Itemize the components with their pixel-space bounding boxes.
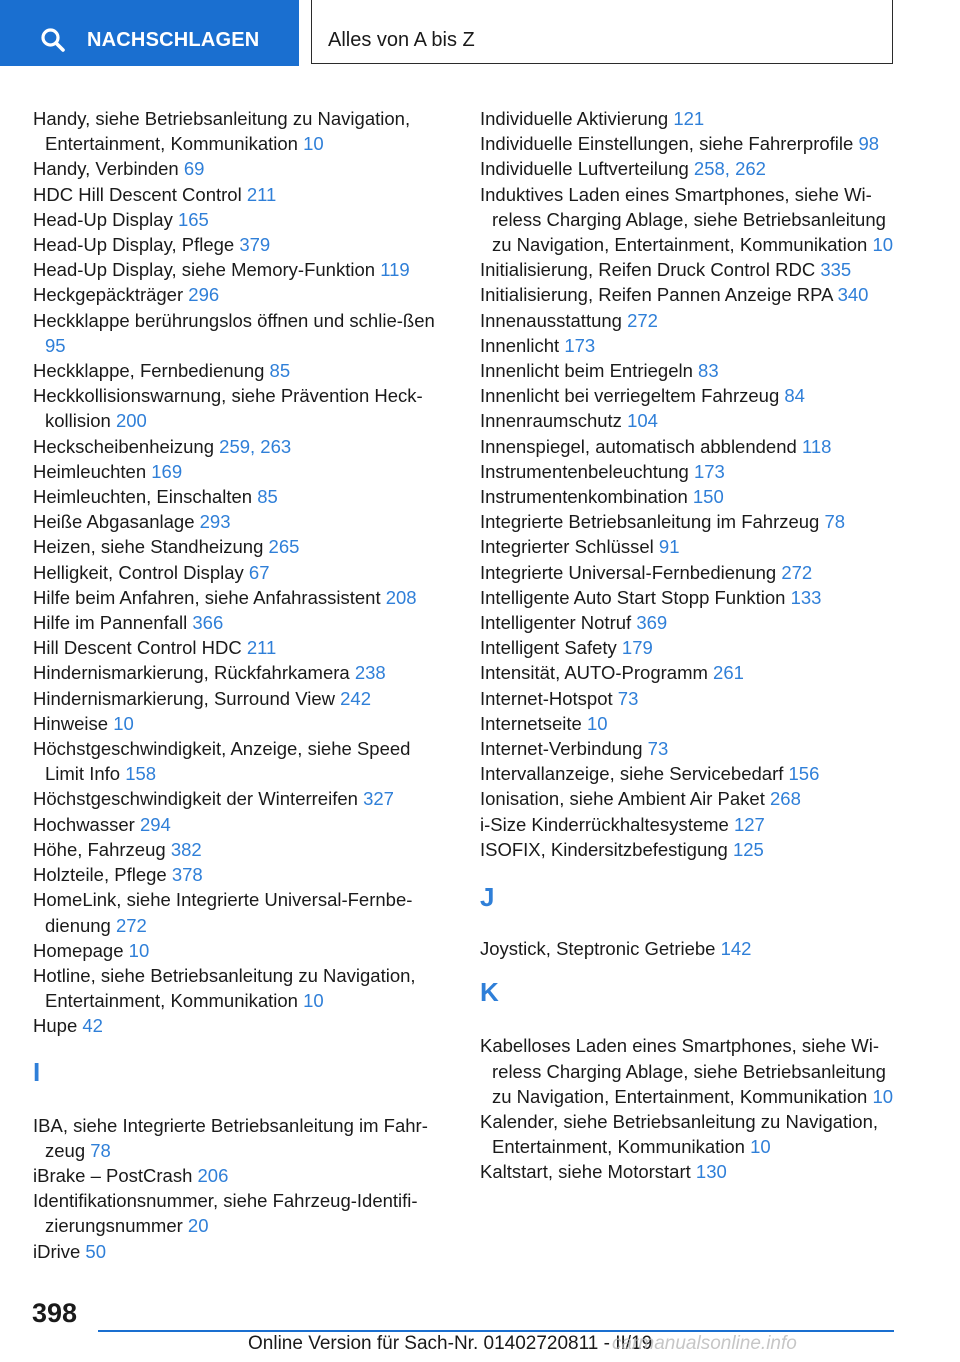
index-entry: [33, 963, 448, 1013]
index-entry-term: Intelligenter Notruf: [480, 612, 637, 634]
index-entry-term: Heckgepäckträger: [33, 284, 189, 306]
index-entry: [480, 837, 900, 862]
index-entry: [480, 686, 900, 711]
page-reference-link[interactable]: 379: [239, 234, 271, 256]
index-entry-term: HomeLink, siehe Integrierte Universal-Fernbe-dienung: [33, 889, 413, 936]
index-entry: [33, 358, 448, 383]
page-reference-link[interactable]: 265: [268, 536, 300, 558]
page-reference-link[interactable]: 268: [770, 788, 801, 810]
page-reference-link[interactable]: 294: [139, 813, 171, 835]
index-entry-term: Initialisierung, Reifen Druck Control RDC: [480, 259, 821, 281]
index-entry: [480, 484, 900, 509]
index-entry-term: i-Size Kinderrückhaltesysteme: [480, 813, 734, 835]
page-reference-link[interactable]: 242: [340, 687, 371, 709]
index-entry: [480, 333, 900, 358]
index-entry-term: Kaltstart, siehe Motorstart: [480, 1161, 696, 1183]
page-reference-link[interactable]: 165: [177, 208, 209, 230]
index-entry: [480, 635, 900, 660]
index-entry-term: Intelligente Auto Start Stopp Funktion: [480, 586, 791, 608]
page-reference-link[interactable]: 85: [257, 486, 278, 508]
index-entry-term: Kalender, siehe Betriebsanleitung zu Navigation, Entertainment, Kommunikation: [480, 1110, 879, 1158]
index-entry-term: Heckklappe berührungslos öffnen und schlie-ßen: [33, 309, 435, 331]
index-entry: [33, 938, 448, 963]
index-column-right: [480, 106, 900, 1185]
page-reference-link[interactable]: 382: [170, 838, 202, 860]
index-entry-term: Heimleuchten, Einschalten: [33, 486, 258, 508]
index-entry: [33, 156, 448, 181]
index-entry: [33, 459, 448, 484]
page-reference-link[interactable]: 335: [820, 259, 852, 281]
page-reference-link[interactable]: 78: [90, 1139, 111, 1161]
index-entry-term: Induktives Laden eines Smartphones, siehe Wi-reless Charging Ablage, siehe Betriebsanleitung zu Navigation, Entertainment, Kommunikation: [480, 183, 886, 256]
index-entry: [33, 1239, 448, 1264]
page-reference-link[interactable]: 98: [858, 133, 880, 155]
footer-divider: [98, 1330, 894, 1332]
index-entry-term: Integrierter Schlüssel: [480, 536, 659, 558]
index-entry: [33, 660, 448, 685]
page-reference-link[interactable]: 10: [113, 712, 134, 734]
page-reference-link[interactable]: 378: [171, 864, 203, 886]
page-reference-link[interactable]: 118: [801, 435, 832, 457]
index-entry: [33, 736, 448, 786]
index-letter-heading: K: [480, 977, 499, 1008]
index-entry: [480, 1033, 900, 1109]
index-entry: [33, 383, 448, 433]
page-reference-link[interactable]: 85: [269, 360, 291, 382]
page-reference-link[interactable]: 258, 262: [693, 158, 766, 180]
index-entry: [33, 484, 448, 509]
index-entry-term: Internetseite: [480, 712, 587, 734]
page-reference-link[interactable]: 10: [586, 712, 608, 734]
index-entry: [480, 812, 900, 837]
index-entry: [480, 434, 900, 459]
index-entry: [480, 936, 900, 961]
page-reference-link[interactable]: 20: [187, 1215, 209, 1237]
page-reference-link[interactable]: 296: [188, 284, 220, 306]
index-entry-term: IBA, siehe Integrierte Betriebsanleitung im Fahr-zeug: [33, 1114, 428, 1161]
index-entry: [480, 282, 900, 307]
page-reference-link[interactable]: 340: [837, 284, 869, 306]
index-entry-term: Hilfe im Pannenfall: [33, 612, 193, 634]
index-entry: [480, 560, 900, 585]
index-entry: [33, 308, 448, 358]
index-entry-term: Heiße Abgasanlage: [33, 511, 200, 533]
page-reference-link[interactable]: 104: [627, 410, 658, 432]
index-entry-term: HDC Hill Descent Control: [33, 183, 247, 205]
index-entry: [33, 686, 448, 711]
index-entry-term: Handy, Verbinden: [33, 158, 184, 180]
index-entry-term: Individuelle Luftverteilung: [480, 158, 694, 180]
index-entry-term: iBrake – PostCrash: [33, 1164, 198, 1186]
index-entry-term: Instrumentenbeleuchtung: [480, 460, 694, 482]
index-entry: [33, 837, 448, 862]
page-reference-link[interactable]: 119: [380, 259, 410, 281]
page-reference-link[interactable]: 67: [248, 561, 270, 583]
index-entry: [33, 1163, 448, 1188]
index-entry-term: Kabelloses Laden eines Smartphones, siehe Wi-reless Charging Ablage, siehe Betriebsanleitung zu Navigation, Entertainment, Kommunikation: [480, 1035, 886, 1107]
index-entry-term: Helligkeit, Control Display: [33, 561, 249, 583]
index-letter-heading: I: [33, 1056, 41, 1087]
index-entry: [480, 257, 900, 282]
index-entry-term: Innenausstattung: [480, 309, 628, 331]
index-entry-term: Hinweise: [33, 712, 114, 734]
index-entry: [33, 434, 448, 459]
index-entry-term: Hindernismarkierung, Rückfahrkamera: [33, 662, 355, 684]
index-entry-term: Ionisation, siehe Ambient Air Paket: [480, 788, 771, 810]
index-entry: [480, 383, 900, 408]
index-entry: [480, 106, 900, 131]
page-reference-link[interactable]: 150: [692, 486, 724, 508]
index-entry-term: Head-Up Display, siehe Memory-Funktion: [33, 259, 381, 281]
index-entry-term: Hindernismarkierung, Surround View: [33, 687, 341, 709]
online-version-note: Online Version für Sach-Nr. 01402720811 - II/19: [248, 1333, 653, 1354]
index-entry-term: Head-Up Display: [33, 208, 178, 230]
page-reference-link[interactable]: 293: [199, 511, 231, 533]
index-entry: [33, 887, 448, 937]
page-reference-link[interactable]: 130: [695, 1161, 727, 1183]
page-reference-link[interactable]: 158: [125, 763, 157, 785]
page-reference-link[interactable]: 10: [128, 939, 150, 961]
page-reference-link[interactable]: 156: [788, 763, 820, 785]
index-entry: [33, 786, 448, 811]
page-reference-link[interactable]: 78: [824, 511, 846, 533]
index-entry: [33, 182, 448, 207]
search-icon: [40, 27, 66, 53]
page-reference-link[interactable]: 121: [673, 108, 705, 129]
index-entry-term: Intervallanzeige, siehe Servicebedarf: [480, 763, 789, 785]
page-reference-link[interactable]: 238: [354, 662, 386, 684]
page-reference-link[interactable]: 272: [627, 309, 658, 331]
index-entry: [33, 282, 448, 307]
page-reference-link[interactable]: 272: [781, 561, 813, 583]
index-entry: [480, 1109, 900, 1159]
page-reference-link[interactable]: 83: [698, 360, 719, 382]
index-entry-term: Höchstgeschwindigkeit, Anzeige, siehe Speed Limit Info: [33, 738, 411, 785]
page-reference-link[interactable]: 91: [658, 536, 680, 558]
watermark-logo: carmanualsonline.info: [612, 1333, 797, 1354]
page-reference-link[interactable]: 10: [303, 133, 324, 155]
index-entry-term: Heckkollisionswarnung, siehe Prävention Heck-kollision: [33, 385, 423, 432]
page-reference-link[interactable]: 179: [621, 637, 653, 659]
index-entry-term: Internet-Hotspot: [480, 687, 618, 709]
index-entry: [480, 459, 900, 484]
index-entry: [33, 610, 448, 635]
page-number: 398: [32, 1298, 78, 1328]
index-entry-term: Hochwasser: [33, 813, 140, 835]
index-entry-term: Integrierte Betriebsanleitung im Fahrzeug: [480, 511, 825, 533]
page-reference-link[interactable]: 200: [115, 410, 147, 432]
index-entry: [33, 1188, 448, 1238]
index-entry: [33, 585, 448, 610]
index-entry: [33, 232, 448, 257]
page-reference-link[interactable]: 173: [693, 460, 725, 482]
index-entry-term: Innenlicht beim Entriegeln: [480, 360, 699, 382]
index-entry: [33, 862, 448, 887]
page-reference-link[interactable]: 127: [733, 813, 765, 835]
index-entry-term: Höchstgeschwindigkeit der Winterreifen: [33, 788, 364, 810]
index-entry-term: Innenspiegel, automatisch abblendend: [480, 435, 802, 457]
index-entry: [33, 1113, 448, 1163]
page-reference-link[interactable]: 42: [82, 1015, 103, 1037]
index-entry: [480, 761, 900, 786]
index-entry-term: Heimleuchten: [33, 460, 152, 482]
page-reference-link[interactable]: 211: [246, 637, 277, 659]
index-entry-term: Individuelle Aktivierung: [480, 108, 674, 129]
page-reference-link[interactable]: 142: [720, 938, 752, 960]
index-entry: [33, 711, 448, 736]
page-reference-link[interactable]: 366: [192, 612, 224, 634]
index-entry-term: iDrive: [33, 1240, 86, 1262]
index-entry-term: Homepage: [33, 939, 129, 961]
page-reference-link[interactable]: 369: [636, 612, 668, 634]
index-entry: [480, 358, 900, 383]
index-entry: [480, 711, 900, 736]
index-entry-term: Head-Up Display, Pflege: [33, 234, 240, 256]
index-entry: [33, 106, 448, 156]
page-reference-link[interactable]: 50: [85, 1240, 106, 1262]
page-reference-link[interactable]: 10: [750, 1136, 771, 1158]
index-entry: [480, 408, 900, 433]
index-entry: [480, 660, 900, 685]
index-entry-term: Joystick, Steptronic Getriebe: [480, 938, 721, 960]
index-entry: [480, 786, 900, 811]
index-entry-term: Identifikationsnummer, siehe Fahrzeug-Identifi-zierungsnummer: [33, 1190, 418, 1237]
tab-label: NACHSCHLAGEN: [87, 29, 260, 51]
page-reference-link[interactable]: 10: [303, 990, 324, 1012]
index-entry-term: Individuelle Einstellungen, siehe Fahrerprofile: [480, 133, 859, 155]
index-entry-term: Innenlicht bei verriegeltem Fahrzeug: [480, 385, 785, 407]
index-column-left: [33, 106, 448, 1264]
index-entry-term: Heckscheibenheizung: [33, 435, 220, 457]
index-entry: [480, 131, 900, 156]
index-letter-heading: J: [480, 882, 495, 913]
index-entry-term: Instrumentenkombination: [480, 486, 693, 508]
index-entry-term: Intelligent Safety: [480, 637, 622, 659]
index-entry: [480, 308, 900, 333]
page-reference-link[interactable]: 125: [732, 838, 764, 860]
index-entry: [480, 534, 900, 559]
index-entry: [480, 509, 900, 534]
index-entry: [480, 736, 900, 761]
index-entry-term: Intensität, AUTO-Programm: [480, 662, 714, 684]
index-entry: [33, 1013, 448, 1038]
page-reference-link[interactable]: 133: [790, 586, 822, 608]
index-entry-term: Heizen, siehe Standheizung: [33, 536, 269, 558]
index-entry: [480, 585, 900, 610]
index-entry-term: ISOFIX, Kindersitzbefestigung: [480, 838, 733, 860]
index-entry: [33, 812, 448, 837]
index-entry: [33, 534, 448, 559]
section-title-box: [311, 0, 893, 64]
index-entry-term: Heckklappe, Fernbedienung: [33, 360, 270, 382]
index-entry-term: Hupe: [33, 1015, 83, 1037]
index-entry: [480, 610, 900, 635]
index-entry-term: Innenraumschutz: [480, 410, 628, 432]
page-reference-link[interactable]: 10: [872, 234, 894, 256]
page-reference-link[interactable]: 211: [246, 183, 277, 205]
index-entry: [480, 1159, 900, 1184]
page-reference-link[interactable]: 95: [45, 334, 66, 356]
index-entry: [33, 257, 448, 282]
index-entry: [480, 156, 900, 181]
page-reference-link[interactable]: 272: [115, 914, 147, 936]
index-entry-term: Hotline, siehe Betriebsanleitung zu Navigation, Entertainment, Kommunikation: [33, 964, 416, 1012]
index-entry-term: Holzteile, Pflege: [33, 864, 172, 886]
index-entry-term: Höhe, Fahrzeug: [33, 838, 171, 860]
page-reference-link[interactable]: 84: [784, 385, 805, 407]
page-reference-link[interactable]: 206: [197, 1164, 229, 1186]
page-reference-link[interactable]: 327: [363, 788, 394, 810]
index-entry-term: Hilfe beim Anfahren, siehe Anfahrassistent: [33, 586, 386, 608]
index-entry-term: Integrierte Universal-Fernbedienung: [480, 561, 782, 583]
index-entry-term: Handy, siehe Betriebsanleitung zu Navigation, Entertainment, Kommunikation: [33, 108, 411, 155]
page-reference-link[interactable]: 259, 263: [219, 435, 292, 457]
page-reference-link[interactable]: 173: [564, 334, 596, 356]
section-title: Alles von A bis Z: [328, 29, 475, 51]
index-entry: [33, 509, 448, 534]
page-reference-link[interactable]: 261: [713, 662, 744, 684]
page-reference-link[interactable]: 208: [385, 586, 417, 608]
index-entry: [33, 635, 448, 660]
nachschlagen-tab[interactable]: [0, 0, 299, 66]
index-entry-term: Innenlicht: [480, 334, 565, 356]
page-reference-link[interactable]: 73: [617, 687, 639, 709]
index-entry-term: Hill Descent Control HDC: [33, 637, 247, 659]
index-entry-term: Internet-Verbindung: [480, 738, 648, 760]
page-reference-link[interactable]: 10: [872, 1085, 894, 1107]
index-entry: [33, 207, 448, 232]
header: [0, 0, 960, 66]
index-entry: [33, 560, 448, 585]
index-entry: [480, 182, 900, 258]
page-reference-link[interactable]: 69: [183, 158, 205, 180]
page-reference-link[interactable]: 169: [151, 460, 183, 482]
page-reference-link[interactable]: 73: [647, 738, 669, 760]
index-entry-term: Initialisierung, Reifen Pannen Anzeige RPA: [480, 284, 838, 306]
